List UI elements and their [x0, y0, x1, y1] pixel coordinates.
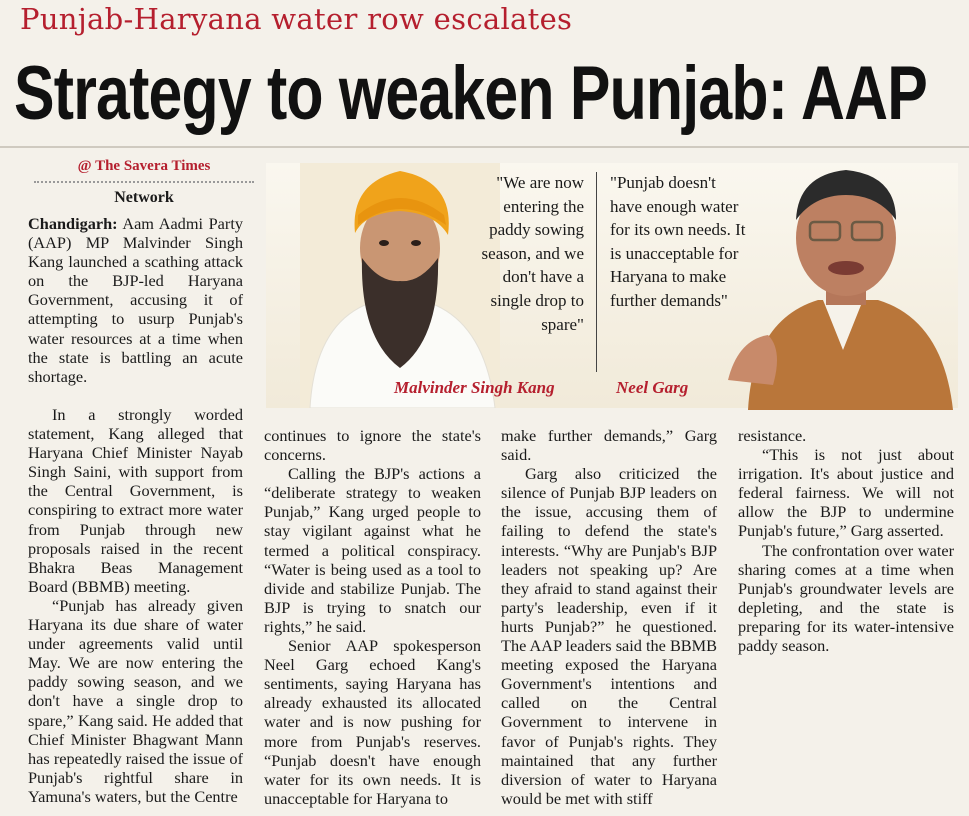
kang-caption: Malvinder Singh Kang [394, 378, 555, 397]
garg-caption: Neel Garg [616, 378, 689, 397]
garg-portrait [728, 150, 958, 410]
article-column-4 [738, 426, 954, 655]
byline-divider [34, 181, 254, 183]
paragraph: Calling the BJP's actions a “deliberate strategy to weaken Punjab,” Kang urged people to stay vigilant against what he termed a political conspiracy. “Water is being used as a tool to divide and stabilize Punjab. The BJP is trying to snatch our rights,” he said. [264, 464, 481, 636]
article-column-1 [28, 405, 243, 806]
paragraph: The confrontation over water sharing comes at a time when Punjab's groundwater levels are depleting, and the state is preparing for its water-intensive paddy season. [738, 540, 954, 656]
kicker: Punjab-Haryana water row escalates [20, 2, 573, 36]
article-lead [28, 214, 243, 386]
divider [0, 146, 969, 148]
paragraph: resistance. [738, 426, 807, 445]
kang-quote: "We are now entering the paddy sowing season, and we don't have a single drop to spare" [481, 173, 584, 334]
article-column-3 [501, 426, 717, 808]
paragraph: make further demands,” Garg said. [501, 426, 717, 465]
paragraph: Senior AAP spokesperson Neel Garg echoed Kang's sentiments, saying Haryana has already exhausted its allocated water and is now pushing for more from Punjab's reserves. “Punjab doesn't have enough water for its own needs. It is unacceptable for Haryana to [264, 636, 481, 808]
paragraph: Aam Aadmi Party (AAP) MP Malvinder Singh Kang launched a scathing attack on the BJP-led Haryana Government, accusing it of attempting to usurp Punjab's water resources at a time when the state is battling an acute shortage. [28, 214, 243, 386]
paragraph: In a strongly worded statement, Kang alleged that Haryana Chief Minister Nayab Singh Saini, with support from the Central Government, is conspiring to extract more water from Punjab through new proposals raised in the recent Bhakra Beas Management Board (BBMB) meeting. [28, 405, 243, 596]
paragraph: “Punjab has already given Haryana its due share of water under agreements valid until May. We are now entering the paddy sowing season, and we don't have a single drop to spare,” Kang said. He added that Chief Minister Bhagwant Mann has repeatedly raised the issue of Punjab's rightful share in Yamuna's waters, but the Centre [28, 595, 243, 806]
paragraph: “This is not just about irrigation. It's about justice and federal fairness. We will not allow the BJP to undermine Punjab's future,” Garg asserted. [738, 445, 954, 541]
article-column-2 [264, 426, 481, 808]
garg-quote: "Punjab doesn't have enough water for its own needs. It is unacceptable for Haryana to make further demands" [610, 173, 746, 310]
byline [26, 158, 262, 207]
paragraph: Garg also criticized the silence of Punjab BJP leaders on the issue, accusing them of failing to defend the state's interests. “Why are Punjab's BJP leaders not speaking up? Are they afraid to stand against their party's leadership, even if it hurts Punjab?” he questioned. The AAP leaders said the BBMB meeting exposed the Haryana Government's intentions and called on the Central Government to intervene in favor of Punjab's rights. They maintained that any further diversion of water to Haryana would be met with stiff [501, 464, 718, 808]
byline-source: @ The Savera Times [77, 158, 211, 174]
byline-network: Network [114, 189, 174, 206]
headline: Strategy to weaken Punjab: AAP [14, 51, 927, 136]
dateline: Chandigarh: [28, 214, 118, 233]
quote-divider [596, 172, 597, 372]
paragraph: continues to ignore the state's concerns. [264, 426, 481, 465]
